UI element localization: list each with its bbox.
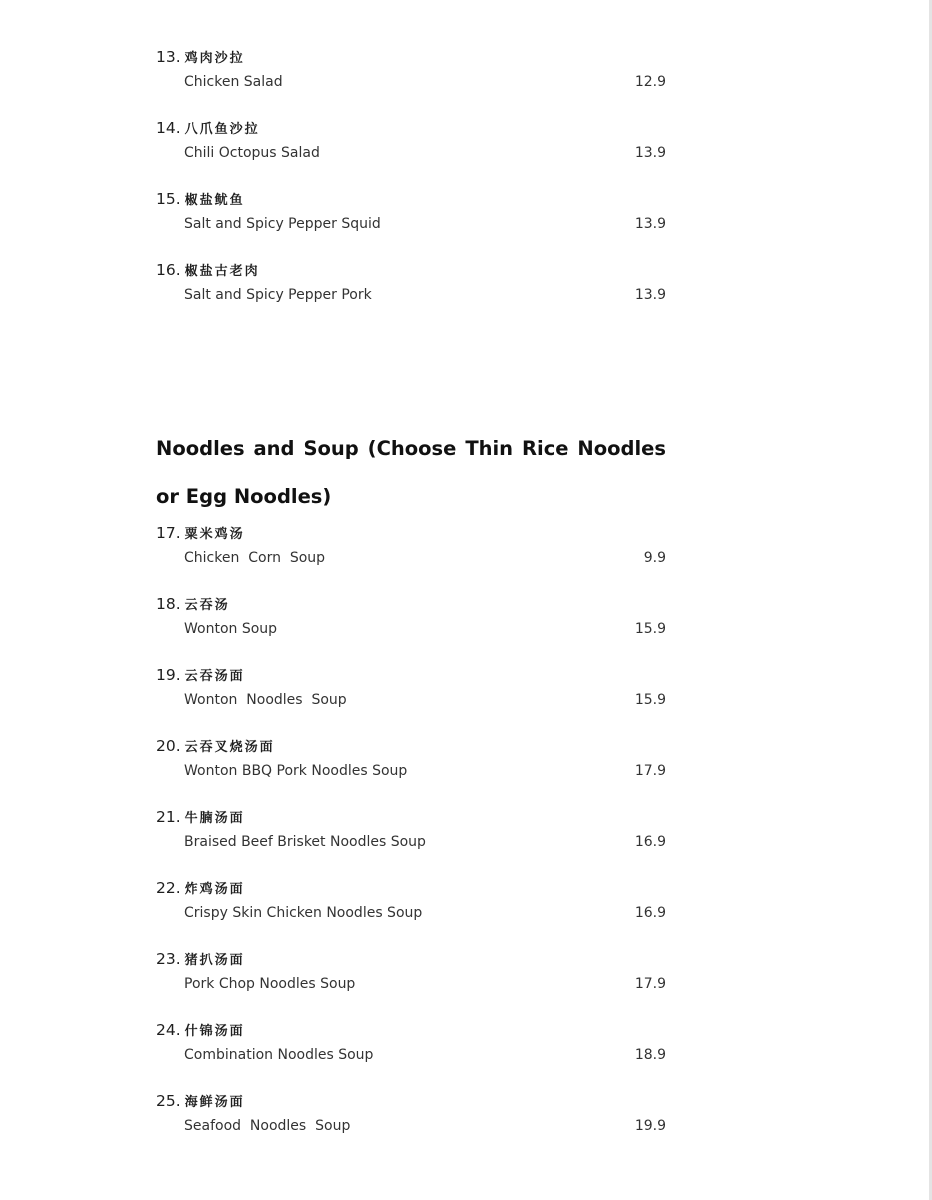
- menu-item: [156, 1019, 666, 1069]
- item-english-name: Wonton BBQ Pork Noodles Soup: [184, 763, 408, 779]
- item-english-name: Salt and Spicy Pepper Pork: [184, 287, 372, 303]
- item-number: 18.: [156, 595, 181, 613]
- item-chinese-name: 粟米鸡汤: [184, 527, 245, 542]
- item-price: 12.9: [634, 74, 666, 90]
- item-price: 16.9: [634, 905, 666, 921]
- item-english-name: Combination Noodles Soup: [184, 1047, 374, 1063]
- item-number: 24.: [156, 1021, 181, 1039]
- item-chinese-name: 什锦汤面: [184, 1024, 245, 1039]
- item-english-name: Chili Octopus Salad: [184, 145, 320, 161]
- item-chinese-name: 云吞汤面: [184, 669, 245, 684]
- item-chinese-name: 云吞汤: [184, 598, 230, 613]
- item-price: 9.9: [643, 550, 666, 566]
- item-chinese-name: 海鲜汤面: [184, 1095, 245, 1110]
- menu-item: [156, 877, 666, 927]
- item-price: 13.9: [634, 287, 666, 303]
- item-english-name: Pork Chop Noodles Soup: [184, 976, 356, 992]
- item-number: 21.: [156, 808, 181, 826]
- item-number: 14.: [156, 119, 181, 137]
- item-number: 16.: [156, 261, 181, 279]
- item-chinese-name: 牛腩汤面: [184, 811, 245, 826]
- item-english-name: Chicken Salad: [184, 74, 283, 90]
- item-english-name: Braised Beef Brisket Noodles Soup: [184, 834, 426, 850]
- item-number: 17.: [156, 524, 181, 542]
- item-chinese-name: 炸鸡汤面: [184, 882, 245, 897]
- menu-item: [156, 593, 666, 643]
- menu-item: [156, 259, 666, 309]
- item-number: 13.: [156, 48, 181, 66]
- item-english-name: Wonton Noodles Soup: [184, 692, 347, 708]
- menu-item: [156, 522, 666, 572]
- item-price: 15.9: [634, 621, 666, 637]
- menu-item: [156, 948, 666, 998]
- item-price: 18.9: [634, 1047, 666, 1063]
- item-number: 19.: [156, 666, 181, 684]
- menu-item: [156, 117, 666, 167]
- item-price: 19.9: [634, 1118, 666, 1134]
- item-english-name: Seafood Noodles Soup: [184, 1118, 351, 1134]
- menu-item: [156, 664, 666, 714]
- item-price: 13.9: [634, 216, 666, 232]
- menu-item: [156, 735, 666, 785]
- menu-item: [156, 806, 666, 856]
- item-number: 15.: [156, 190, 181, 208]
- section-title-noodles-and-soup: Noodles and Soup (Choose Thin Rice Noodles or Egg Noodles): [156, 437, 666, 508]
- item-number: 20.: [156, 737, 181, 755]
- item-chinese-name: 鸡肉沙拉: [184, 51, 245, 66]
- item-number: 25.: [156, 1092, 181, 1110]
- item-english-name: Crispy Skin Chicken Noodles Soup: [184, 905, 423, 921]
- item-english-name: Salt and Spicy Pepper Squid: [184, 216, 381, 232]
- item-number: 23.: [156, 950, 181, 968]
- menu-item: [156, 1090, 666, 1140]
- item-english-name: Chicken Corn Soup: [184, 550, 326, 566]
- menu-item: [156, 188, 666, 238]
- item-english-name: Wonton Soup: [184, 621, 278, 637]
- item-price: 17.9: [634, 763, 666, 779]
- item-price: 15.9: [634, 692, 666, 708]
- item-price: 17.9: [634, 976, 666, 992]
- item-chinese-name: 椒盐古老肉: [184, 264, 260, 279]
- item-chinese-name: 云吞叉烧汤面: [184, 740, 275, 755]
- item-chinese-name: 猪扒汤面: [184, 953, 245, 968]
- item-chinese-name: 椒盐鱿鱼: [184, 193, 245, 208]
- item-number: 22.: [156, 879, 181, 897]
- item-price: 13.9: [634, 145, 666, 161]
- item-chinese-name: 八爪鱼沙拉: [184, 122, 260, 137]
- item-price: 16.9: [634, 834, 666, 850]
- menu-item: [156, 46, 666, 96]
